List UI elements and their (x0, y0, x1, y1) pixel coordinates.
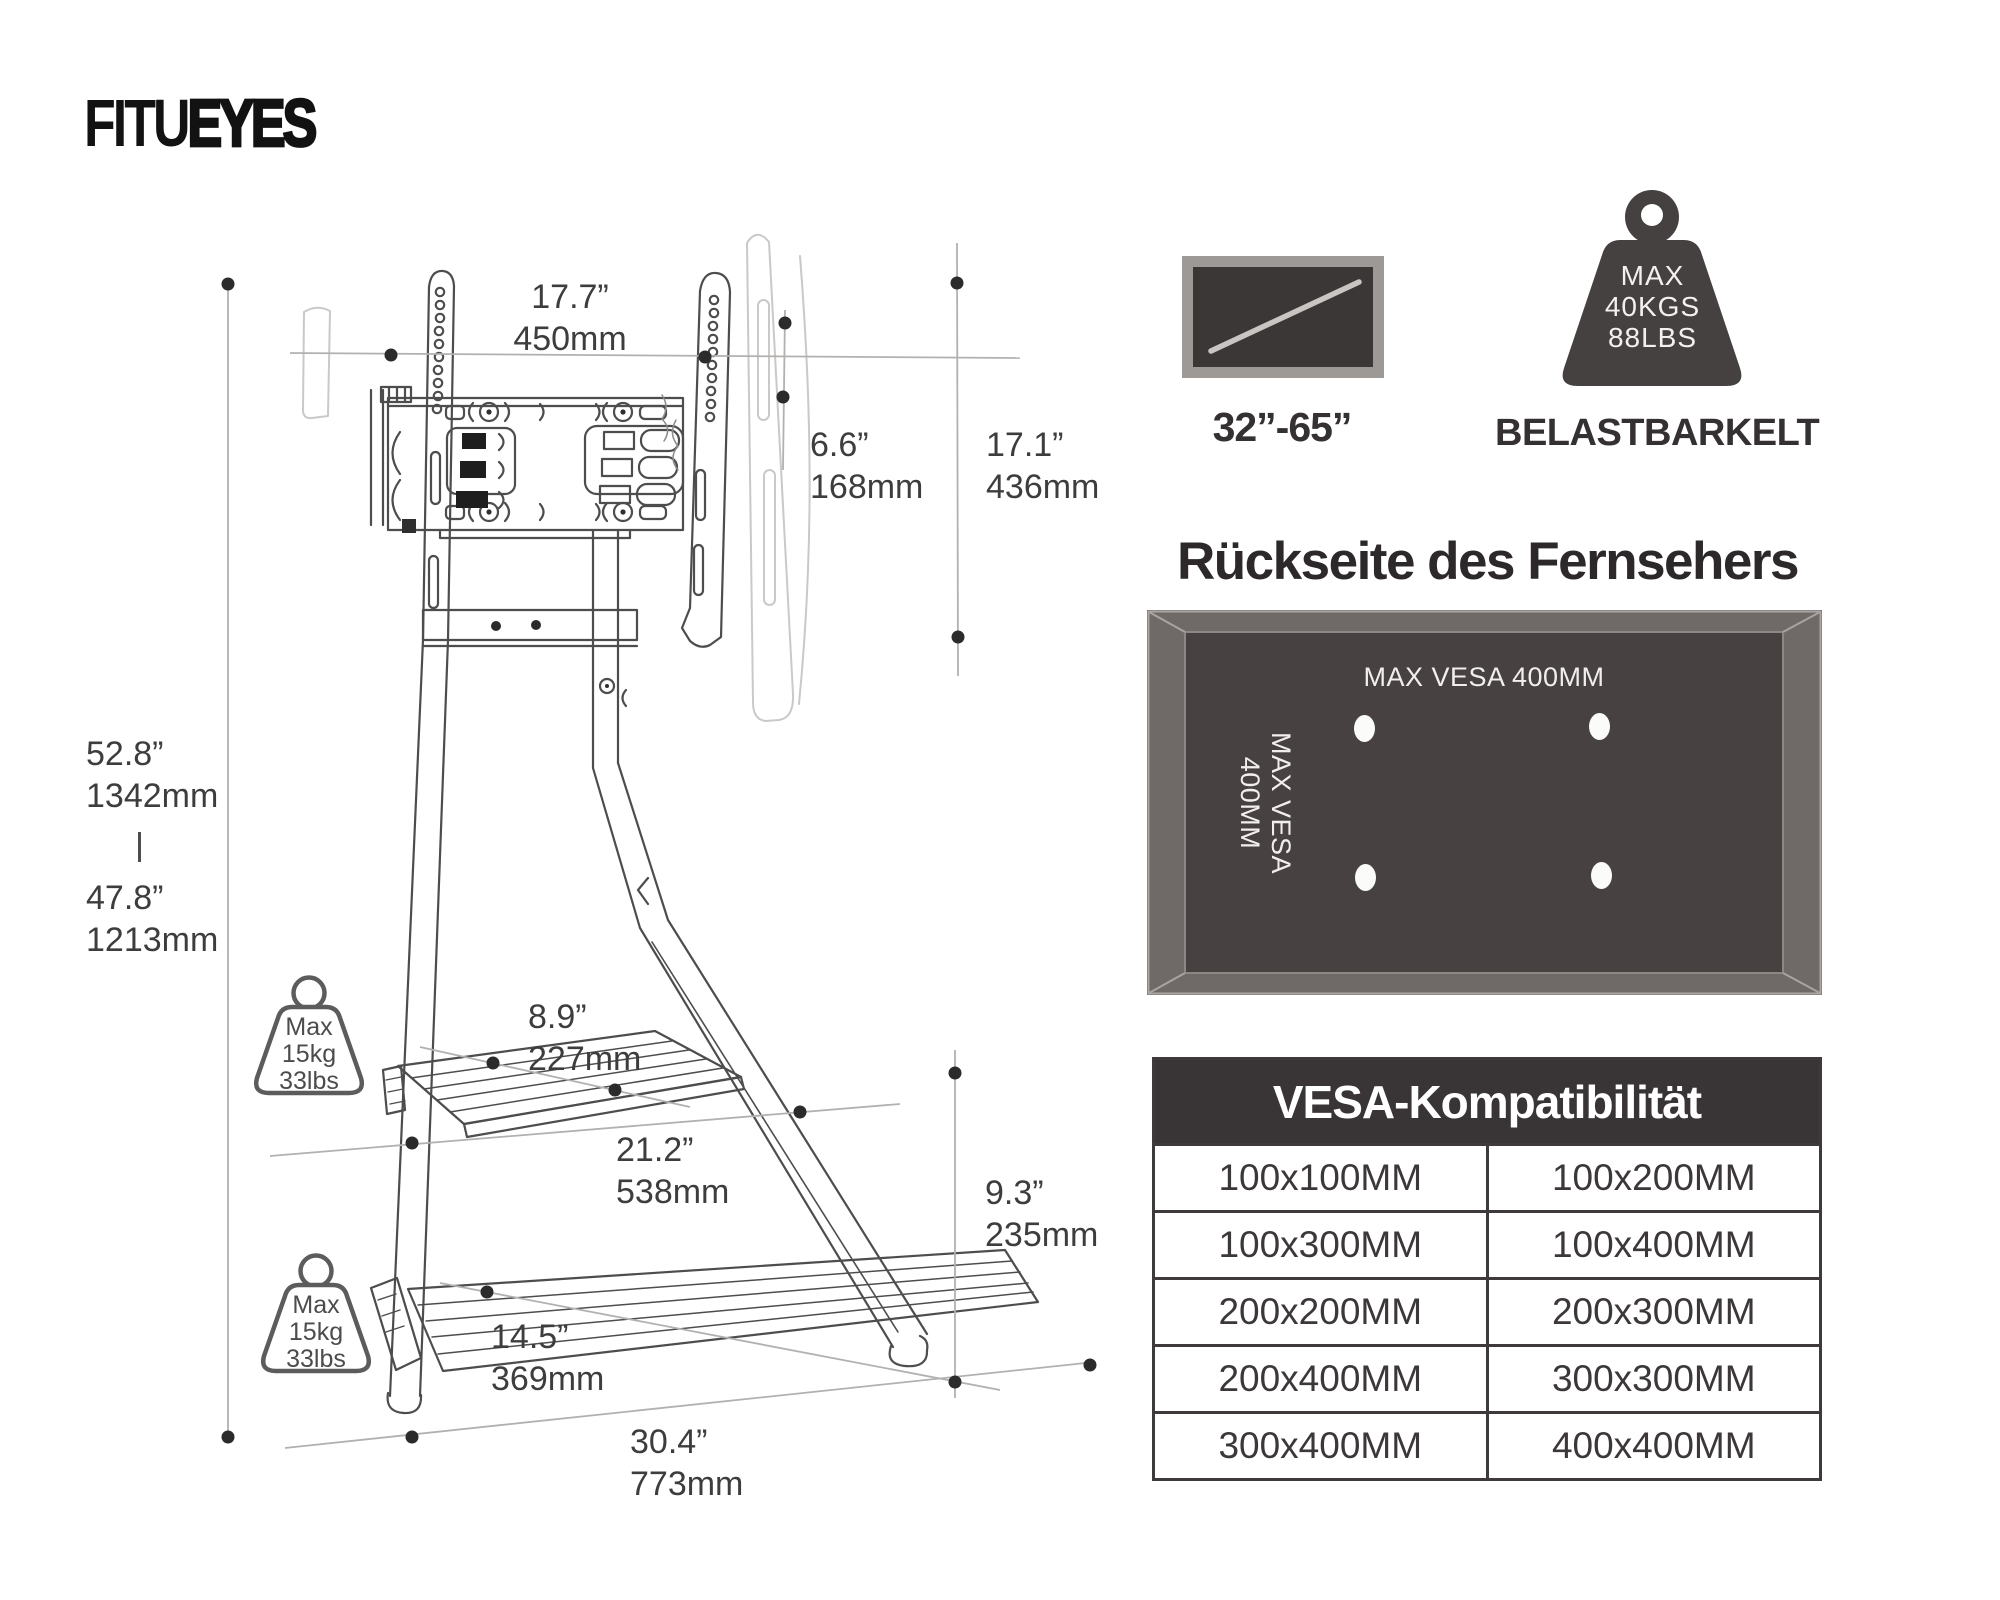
vesa-max-horizontal-label: MAX VESA 400MM (1363, 662, 1605, 692)
vesa-size-cell: 200x300MM (1486, 1280, 1820, 1344)
table-row (1155, 1210, 1819, 1277)
load-capacity-caption: BELASTBARKELT (1495, 412, 1820, 454)
shelf-load-badge-upper: Max 15kg 33lbs (248, 972, 370, 1106)
tv-back-panel (1147, 610, 1822, 995)
dim-label-base-width: 30.4” 773mm (630, 1423, 744, 1503)
vesa-size-cell: 200x200MM (1218, 1291, 1423, 1332)
dim-label-top-width: 17.7” 450mm (513, 278, 627, 358)
vesa-size-cell: 200x400MM (1218, 1358, 1423, 1399)
table-row (1155, 1277, 1819, 1344)
brand-logo-regular: FITU (84, 87, 188, 162)
vesa-hole-top-right (1589, 713, 1610, 740)
vesa-hole-bottom-right (1591, 862, 1612, 889)
shelf-load-badge-lower: Max 15kg 33lbs (255, 1250, 377, 1384)
dim-label-shelf-width: 21.2” 538mm (616, 1131, 730, 1211)
vesa-size-cell: 300x300MM (1486, 1347, 1820, 1411)
height-range-dash (138, 832, 141, 862)
dim-label-foot-height: 9.3” 235mm (985, 1174, 1099, 1254)
vesa-hole-bottom-left (1355, 864, 1376, 891)
tv-size-range: 32”-65” (1212, 404, 1352, 450)
vesa-size-cell: 100x300MM (1218, 1224, 1423, 1265)
vesa-max-vertical-label: MAX VESA 400MM (1235, 731, 1296, 875)
vesa-table-title: VESA-Kompatibilität (1155, 1060, 1819, 1143)
dim-label-stand-height: 52.8” 1342mm 47.8” 1213mm (86, 735, 219, 959)
dim-label-bracket-offset: 6.6” 168mm (810, 426, 924, 506)
vesa-size-cell: 100x100MM (1218, 1157, 1423, 1198)
dim-label-shelf-depth: 8.9” 227mm (528, 998, 642, 1078)
screen-diagonal-icon (1193, 267, 1373, 367)
dim-label-base-depth: 14.5” 369mm (491, 1318, 605, 1398)
vesa-size-cell: 400x400MM (1486, 1414, 1820, 1478)
table-row (1155, 1344, 1819, 1411)
vesa-compatibility-table (1152, 1057, 1822, 1481)
table-row (1155, 1143, 1819, 1210)
vesa-size-cell: 300x400MM (1218, 1425, 1423, 1466)
vesa-size-cell: 100x400MM (1486, 1213, 1820, 1277)
max-load-weight-icon: MAX 40KGS 88LBS (1545, 172, 1760, 397)
vesa-size-cell: 100x200MM (1486, 1146, 1820, 1210)
vesa-hole-top-left (1354, 715, 1375, 742)
brand-logo-bold: EYES (187, 87, 315, 162)
dim-label-bracket-height: 17.1” 436mm (986, 426, 1100, 506)
table-row (1155, 1411, 1819, 1478)
back-panel-heading: Rückseite des Fernsehers (1177, 532, 1798, 591)
tv-screen-size-icon (1182, 256, 1384, 378)
